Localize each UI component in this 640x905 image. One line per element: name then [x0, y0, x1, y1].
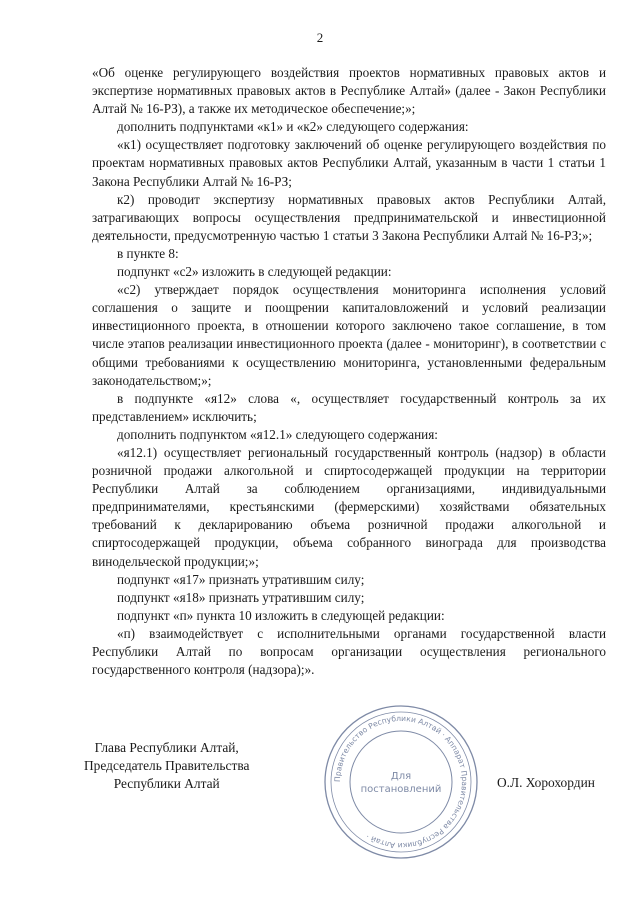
paragraph-5: в пункте 8: — [117, 245, 179, 261]
seal-center-text: Для — [390, 771, 412, 782]
seal-center-text: постановлений — [360, 784, 442, 795]
paragraph-13: подпункт «п» пункта 10 изложить в следующей редакции: — [117, 607, 445, 623]
page-number: 2 — [316, 30, 324, 45]
paragraph-11: подпункт «я17» признать утратившим силу; — [117, 571, 365, 587]
signatory-name: О.Л. Хорохордин — [497, 775, 595, 790]
seal-outer-ring — [325, 706, 477, 858]
seal-inner-ring — [350, 731, 452, 833]
paragraph-7: «с2) утверждает порядок осуществления мониторинга исполнения условий соглашения о защите и поощрении капиталовложений и условий реализации инвестиционного проекта, в отношении которого заключено такое соглашение, в том числе этапов реализации инвестиционного проекта (далее - мониторинг), в соответствии с общими требованиями к осуществлению мониторинга, установленными федеральным законодательством;»; — [92, 282, 606, 388]
seal-ring-text: Правительство Республики Алтай · Аппарат Правительства Республики Алтай · — [332, 713, 470, 851]
paragraph-14: «п) взаимодействует с исполнительными органами государственной власти Республики Алтай по вопросам организации осуществления регионального государственного контроля (надзора);». — [92, 625, 606, 678]
paragraph-4: к2) проводит экспертизу нормативных правовых актов Республики Алтай, затрагивающих вопросы осуществления предпринимательской и инвестиционной деятельности, предусмотренную частью 1 статьи 3 Закона Республики Алтай № 16-РЗ;»; — [92, 191, 606, 243]
paragraph-12: подпункт «я18» признать утратившим силу; — [117, 589, 365, 605]
paragraph-8: в подпункте «я12» слова «, осуществляет государственный контроль за их представлением» исключить; — [92, 390, 606, 424]
signatory-title-line: Республики Алтай — [113, 776, 220, 791]
paragraph-1: «Об оценке регулирующего воздействия проектов нормативных правовых актов и экспертизе нормативных правовых актов в Республике Алтай» (далее - Закон Республики Алтай № 16-РЗ), а также их методическое обеспечение;»; — [92, 65, 606, 117]
signatory-title-line: Председатель Правительства — [84, 758, 250, 773]
paragraph-10: «я12.1) осуществляет региональный государственный контроль (надзор) в области розничной продажи алкогольной и спиртосодержащей продукции на территории Республики Алтай за соблюдением организациями, индивидуальными предпринимателями, крестьянскими (фермерскими) хозяйствами обязательных требований к декларированию объема розничной продажи алкогольной и спиртосодержащей продукции, объема собранного винограда для производства винодельческой продукции;»; — [92, 444, 606, 569]
paragraph-9: дополнить подпунктом «я12.1» следующего содержания: — [117, 426, 438, 442]
document-body — [92, 64, 606, 679]
official-seal — [321, 702, 481, 862]
paragraph-3: «к1) осуществляет подготовку заключений об оценке регулирующего воздействия по проектам нормативных правовых актов Республики Алтай, указанным в части 1 статьи 1 Закона Республики Алтай № 16-РЗ; — [92, 137, 606, 189]
paragraph-6: подпункт «с2» изложить в следующей редакции: — [117, 264, 392, 280]
signatory-title — [84, 739, 249, 793]
paragraph-2: дополнить подпунктами «к1» и «к2» следующего содержания: — [117, 119, 469, 135]
seal-middle-ring — [331, 712, 471, 852]
signatory-title-line: Глава Республики Алтай, — [94, 740, 239, 755]
